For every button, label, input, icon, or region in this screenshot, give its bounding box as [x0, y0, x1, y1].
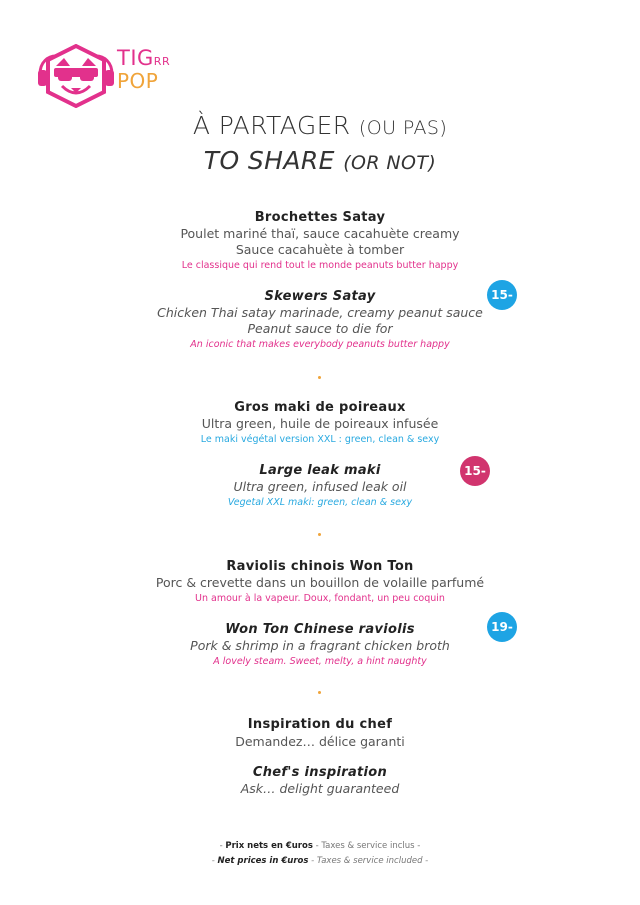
item-3-tagline-fr: Un amour à la vapeur. Doux, fondant, un peu coquin [195, 593, 445, 604]
item-3-desc-fr: Porc & crevette dans un bouillon de volaille parfumé [155, 575, 485, 590]
item-2-tagline-fr: Le maki végétal version XXL : green, clean & sexy [200, 434, 440, 445]
item-2-price-badge: 15- [460, 456, 490, 486]
separator-dot [318, 376, 321, 379]
footer-prices-en: - Net prices in €uros - Taxes & service included - [211, 856, 429, 866]
brand-name-top: TIGRR [117, 46, 171, 70]
tiger-dj-icon [38, 44, 114, 108]
item-1-price-badge: 15- [487, 280, 517, 310]
item-1-desc-fr-1: Poulet mariné thaï, sauce cacahuète creamy [180, 226, 460, 241]
footer-prices-fr: - Prix nets en €uros - Taxes & service inclus - [219, 841, 421, 851]
item-1-desc-en-2: Peanut sauce to die for [247, 321, 393, 336]
item-3-name-fr: Raviolis chinois Won Ton [226, 559, 414, 574]
item-2-desc-en: Ultra green, infused leak oil [233, 479, 407, 494]
item-4-name-en: Chef's inspiration [252, 765, 388, 780]
item-2-desc-fr: Ultra green, huile de poireaux infusée [201, 416, 439, 431]
item-2-name-fr: Gros maki de poireaux [234, 400, 406, 415]
brand-logo [38, 44, 178, 108]
separator-dot [318, 533, 321, 536]
section-title-fr: À PARTAGER (OU PAS) [192, 111, 448, 140]
item-3-name-en: Won Ton Chinese raviolis [225, 622, 415, 637]
item-1-tagline-en: An iconic that makes everybody peanuts butter happy [190, 339, 450, 350]
item-3-desc-en: Pork & shrimp in a fragrant chicken broth [190, 638, 450, 653]
item-3-tagline-en: A lovely steam. Sweet, melty, a hint naughty [213, 656, 427, 667]
item-1-name-fr: Brochettes Satay [254, 210, 386, 225]
item-4-name-fr: Inspiration du chef [247, 717, 393, 732]
item-1-desc-fr-2: Sauce cacahuète à tomber [235, 242, 405, 257]
brand-name-bottom: POP [117, 69, 159, 93]
item-1-name-en: Skewers Satay [264, 289, 376, 304]
item-4-desc-en: Ask… delight guaranteed [240, 781, 400, 796]
item-1-desc-en-1: Chicken Thai satay marinade, creamy peanut sauce [157, 305, 483, 320]
item-2-name-en: Large leak maki [259, 463, 381, 478]
separator-dot [318, 691, 321, 694]
section-title-en: TO SHARE (OR NOT) [203, 146, 437, 175]
item-3-price-badge: 19- [487, 612, 517, 642]
item-1-tagline-fr: Le classique qui rend tout le monde peanuts butter happy [181, 260, 459, 271]
item-2-tagline-en: Vegetal XXL maki: green, clean & sexy [227, 497, 413, 508]
item-4-desc-fr: Demandez… délice garanti [235, 734, 405, 749]
